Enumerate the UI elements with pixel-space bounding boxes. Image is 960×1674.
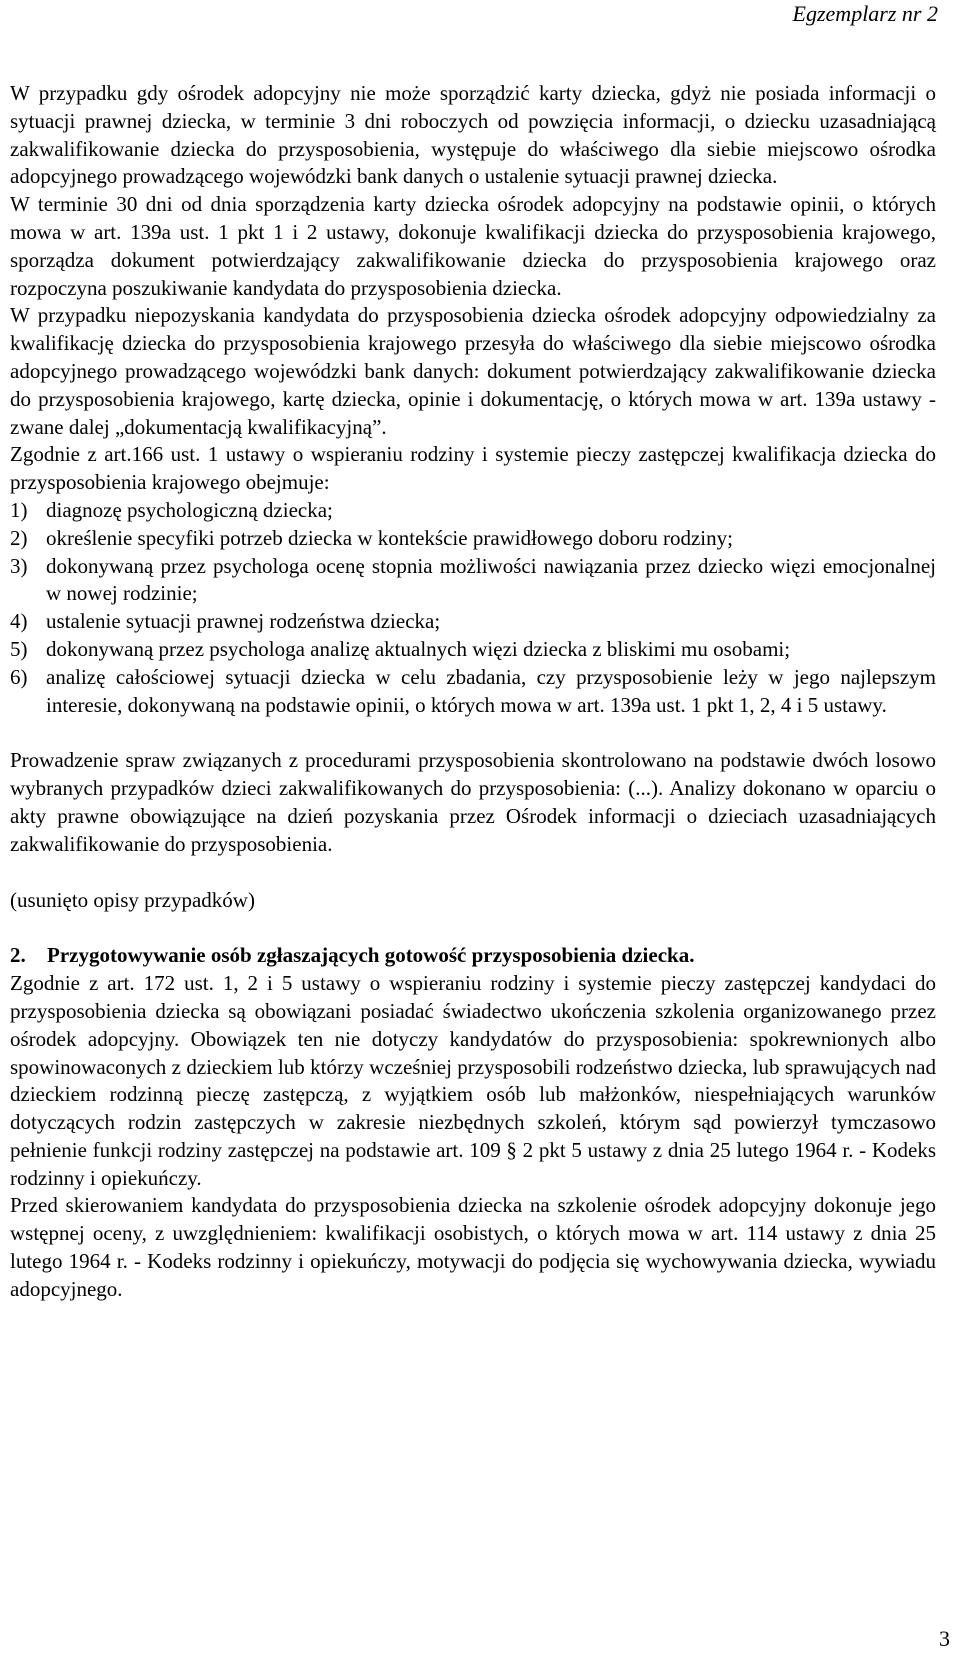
list-text: określenie specyfiki potrzeb dziecka w kontekście prawidłowego doboru rodziny; xyxy=(46,525,733,550)
list-text: dokonywaną przez psychologa analizę aktualnych więzi dziecka z bliskimi mu osobami; xyxy=(46,636,791,661)
list-item xyxy=(10,608,936,636)
list-item xyxy=(10,636,936,664)
list-item xyxy=(10,525,936,553)
paragraph: W przypadku niepozyskania kandydata do przysposobienia dziecka ośrodek adopcyjny odpowiedzialny za kwalifikację dziecka do przysposobienia krajowego przesyła do właściwego dla siebie miejscowo ośrodka adopcyjnego prowadzącego wojewódzki bank danych: dokument potwierdzający zakwalifikowanie dziecka do przysposobienia krajowego, kartę dziecka, opinie i dokumentację, o których mowa w art. 139a ustawy - zwane dalej „dokumentacją kwalifikacyjną”. xyxy=(10,303,936,439)
qualification-list xyxy=(10,497,936,719)
paragraph: Zgodnie z art. 172 ust. 1, 2 i 5 ustawy o wspieraniu rodziny i systemie pieczy zastępczej kandydaci do przysposobienia dziecka są obowiązani posiadać świadectwo ukończenia szkolenia organizowanego przez ośrodek adopcyjny. Obowiązek ten nie dotyczy kandydatów do przysposobienia: spokrewnionych albo spowinowaconych z dzieckiem lub którzy wcześniej przysposobili rodzeństwo dziecka, lub sprawujących nad dzieckiem rodzinną pieczę zastępczą, z wyjątkiem osób lub małżonków, niespełniających warunków dotyczących rodzin zastępczych w zakresie niezbędnych szkoleń, którym sąd powierzył tymczasowo pełnienie funkcji rodziny zastępczej na podstawie art. 109 § 2 pkt 5 ustawy z dnia 25 lutego 1964 r. - Kodeks rodzinny i opiekuńczy. xyxy=(10,971,936,1190)
list-item xyxy=(10,664,936,720)
copy-number-header: Egzemplarz nr 2 xyxy=(792,1,938,26)
list-item xyxy=(10,497,936,525)
list-text: analizę całościowej sytuacji dziecka w celu zbadania, czy przysposobienie leży w jego najlepszym interesie, dokonywaną na podstawie opinii, o których mowa w art. 139a ust. 1 pkt 1, 2, 4 i 5 ustawy. xyxy=(46,664,936,717)
section-number: 2. xyxy=(10,943,26,968)
paragraph: Prowadzenie spraw związanych z procedurami przysposobienia skontrolowano na podstawie dwóch losowo wybranych przypadków dzieci zakwalifikowanych do przysposobienia: (...). Analizy dokonano w oparciu o akty prawne obowiązujące na dzień pozyskania przez Ośrodek informacji o dzieciach uzasadniających zakwalifikowanie do przysposobienia. xyxy=(10,748,936,856)
list-text: ustalenie sytuacji prawnej rodzeństwa dziecka; xyxy=(46,609,441,634)
list-text: dokonywaną przez psychologa ocenę stopnia możliwości nawiązania przez dziecko więzi emocjonalnej w nowej rodzinie; xyxy=(46,553,936,606)
section-heading xyxy=(10,942,936,970)
list-item xyxy=(10,553,936,609)
paragraph: W przypadku gdy ośrodek adopcyjny nie może sporządzić karty dziecka, gdyż nie posiada informacji o sytuacji prawnej dziecka, w terminie 3 dni roboczych od powzięcia informacji, o dziecku uzasadniającą zakwalifikowanie dziecka do przysposobienia, występuje do właściwego dla siebie miejscowo ośrodka adopcyjnego prowadzącego wojewódzki bank danych o ustalenie sytuacji prawnej dziecka. xyxy=(10,81,936,189)
paragraph: W terminie 30 dni od dnia sporządzenia karty dziecka ośrodek adopcyjny na podstawie opinii, o których mowa w art. 139a ust. 1 pkt 1 i 2 ustawy, dokonuje kwalifikacji dziecka do przysposobienia krajowego, sporządza dokument potwierdzający zakwalifikowanie dziecka do przysposobienia krajowego oraz rozpoczyna poszukiwanie kandydata do przysposobienia dziecka. xyxy=(10,192,936,300)
paragraph: Przed skierowaniem kandydata do przysposobienia dziecka na szkolenie ośrodek adopcyjny dokonuje jego wstępnej oceny, z uwzględnieniem: kwalifikacji osobistych, o których mowa w art. 114 ustawy z dnia 25 lutego 1964 r. - Kodeks rodzinny i opiekuńczy, motywacji do podjęcia się wychowywania dziecka, wywiadu adopcyjnego. xyxy=(10,1193,936,1301)
paragraph: Zgodnie z art.166 ust. 1 ustawy o wspieraniu rodziny i systemie pieczy zastępczej kwalifikacja dziecka do przysposobienia krajowego obejmuje: xyxy=(10,442,936,495)
list-number: 3) xyxy=(10,553,28,578)
list-number: 4) xyxy=(10,609,28,634)
page-number: 3 xyxy=(939,1626,950,1651)
list-number: 2) xyxy=(10,525,28,550)
section-title: Przygotowywanie osób zgłaszających gotowość przysposobienia dziecka. xyxy=(47,943,695,968)
document-body xyxy=(10,80,936,1304)
list-number: 1) xyxy=(10,497,28,522)
list-number: 6) xyxy=(10,664,28,689)
removed-cases-note: (usunięto opisy przypadków) xyxy=(10,887,255,912)
list-text: diagnozę psychologiczną dziecka; xyxy=(46,497,333,522)
list-number: 5) xyxy=(10,636,28,661)
